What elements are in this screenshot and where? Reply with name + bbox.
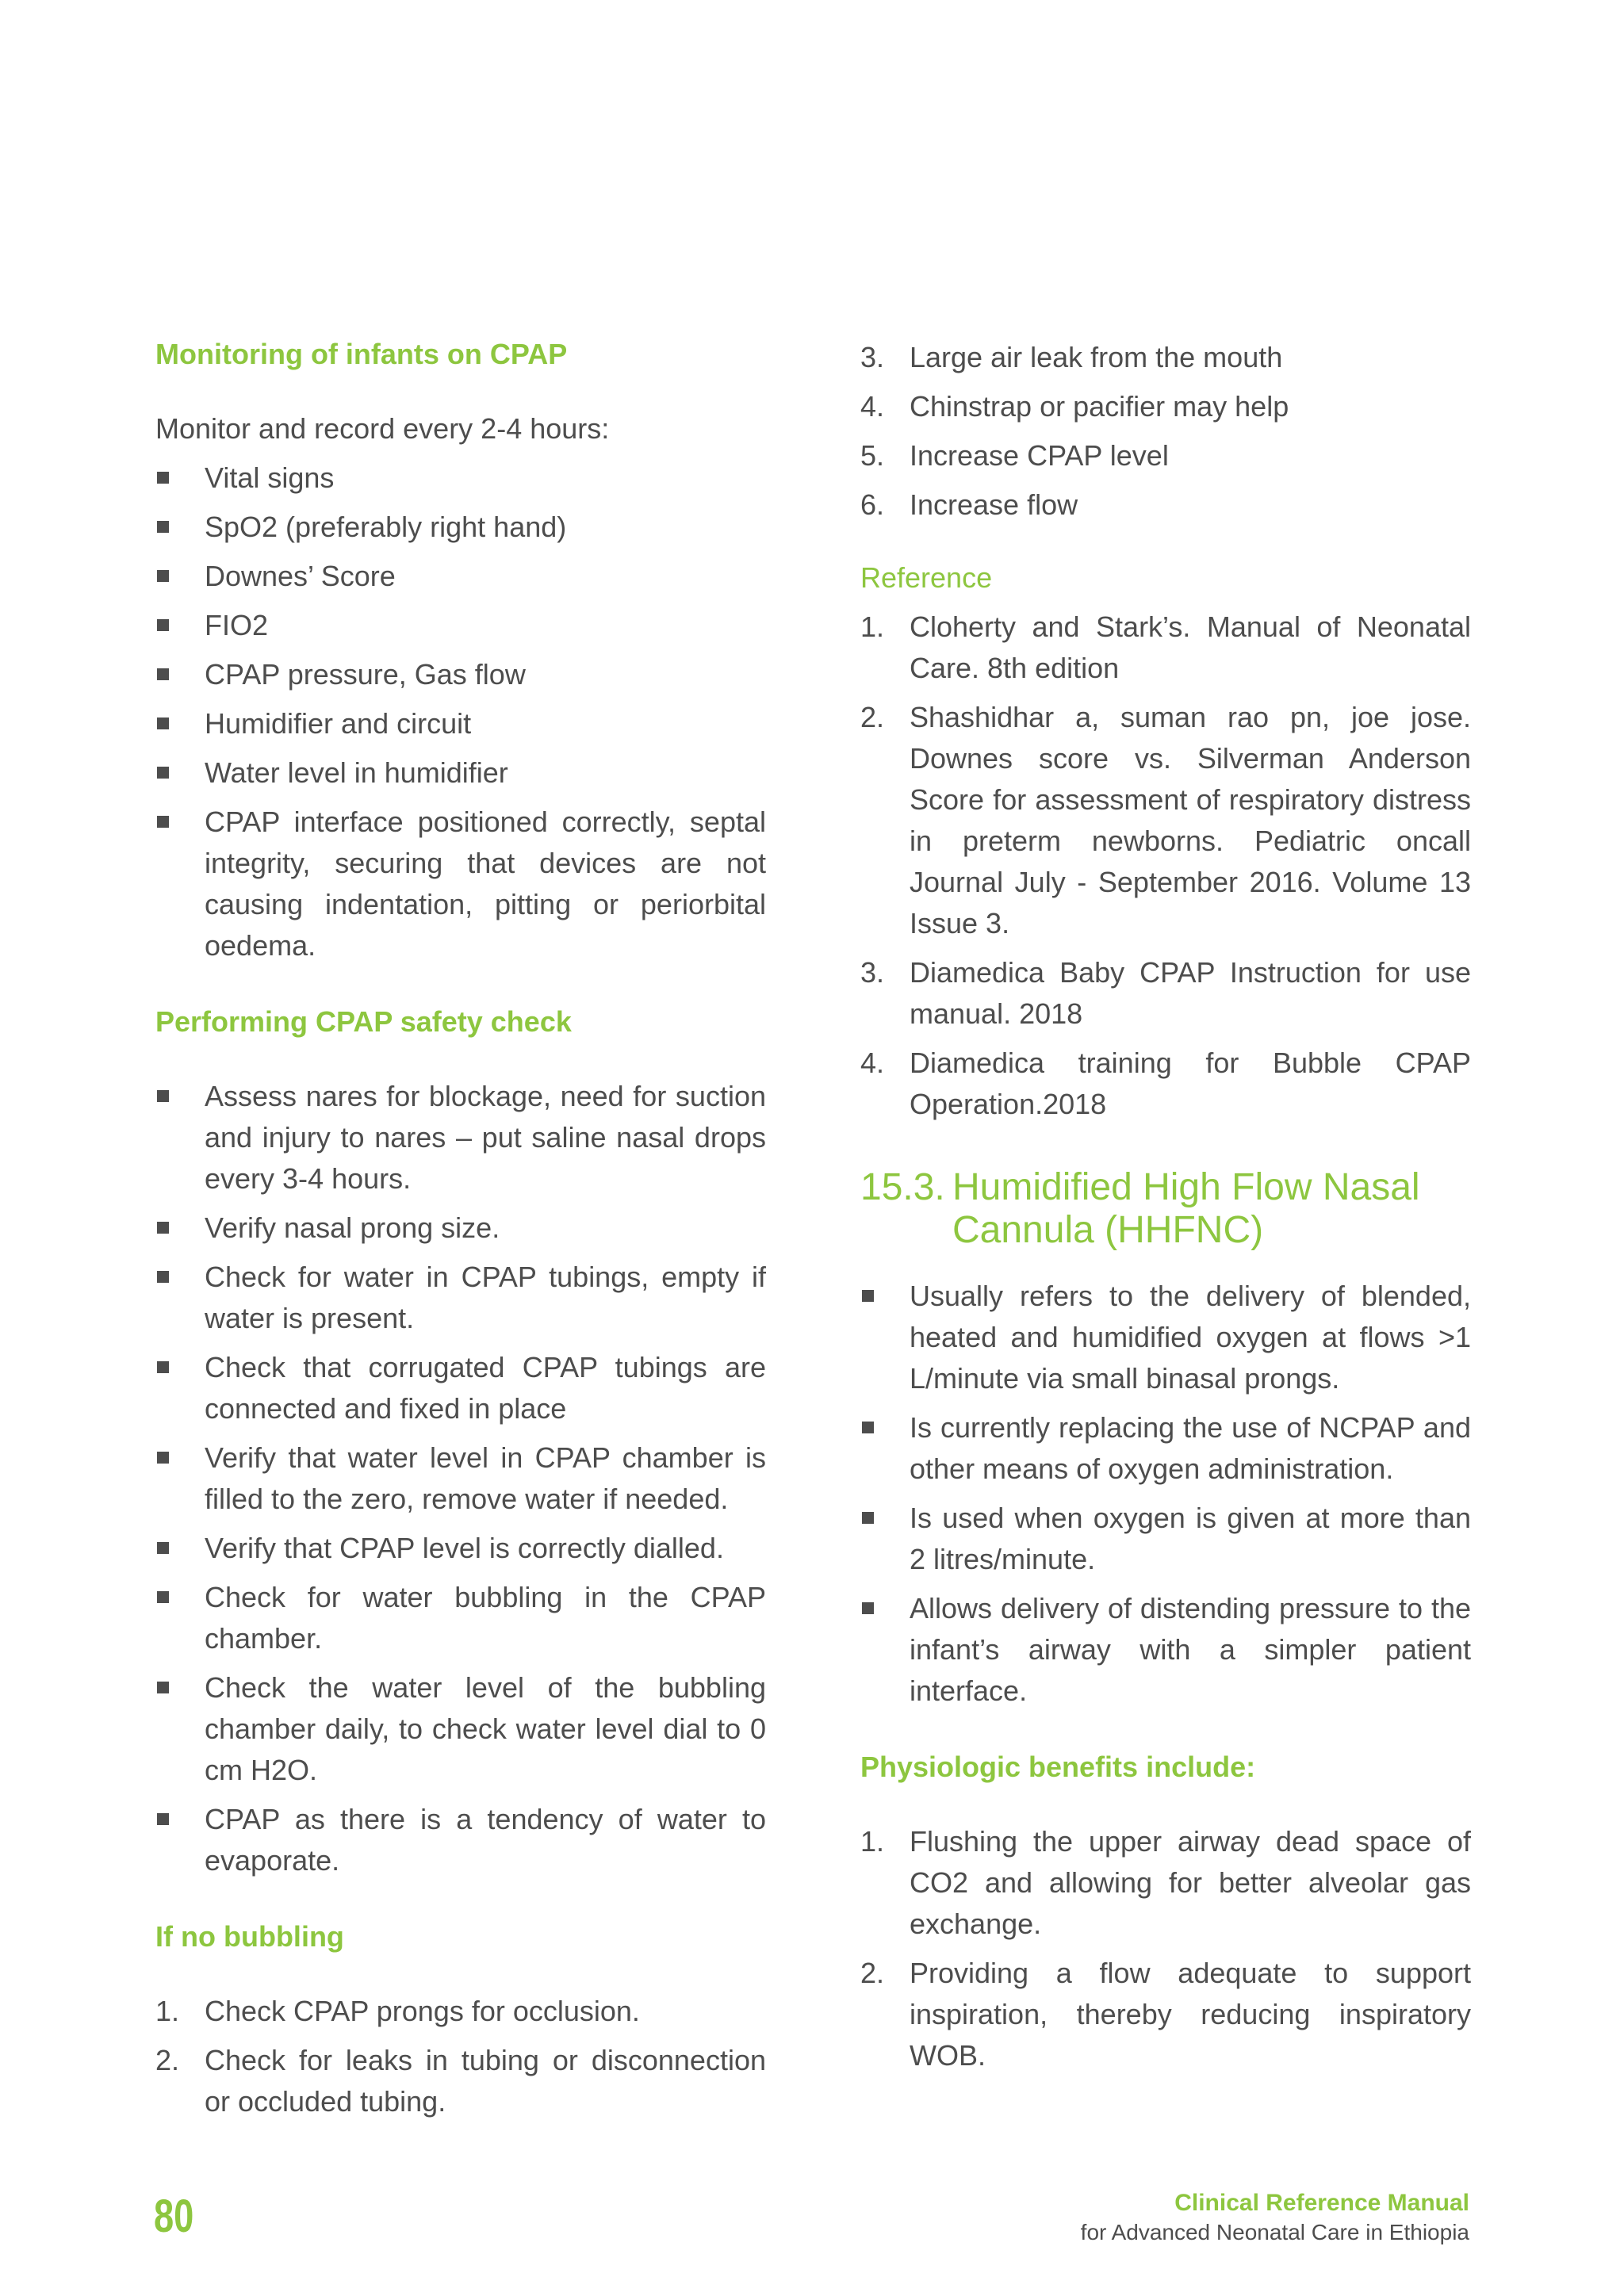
left-column xyxy=(155,337,766,2130)
square-bullet-icon xyxy=(157,668,169,680)
list-item: CPAP interface positioned correctly, septal integrity, securing that devices are not causing indentation, pitting or periorbital oedema. xyxy=(155,802,766,966)
page-number: 80 xyxy=(154,2191,194,2242)
list-item: Water level in humidifier xyxy=(155,752,766,794)
list-item: 1. Flushing the upper airway dead space of CO2 and allowing for better alveolar gas exchange. xyxy=(860,1821,1471,1945)
section-heading xyxy=(860,1166,1471,1252)
square-bullet-icon xyxy=(862,1512,874,1524)
square-bullet-icon xyxy=(157,619,169,631)
list-item: 1. Check CPAP prongs for occlusion. xyxy=(155,1991,766,2032)
list-item: Verify that water level in CPAP chamber is filled to the zero, remove water if needed. xyxy=(155,1437,766,1520)
list-item: Verify nasal prong size. xyxy=(155,1207,766,1249)
square-bullet-icon xyxy=(157,521,169,533)
square-bullet-icon xyxy=(157,1361,169,1373)
square-bullet-icon xyxy=(157,472,169,484)
list-item: Verify that CPAP level is correctly dialled. xyxy=(155,1528,766,1569)
list-item: CPAP pressure, Gas flow xyxy=(155,654,766,695)
no-bubbling-list xyxy=(155,1991,766,2122)
square-bullet-icon xyxy=(157,1682,169,1693)
list-item: 1. Cloherty and Stark’s. Manual of Neonatal Care. 8th edition xyxy=(860,607,1471,689)
list-item: Usually refers to the delivery of blended, heated and humidified oxygen at flows >1 L/minute via small binasal prongs. xyxy=(860,1276,1471,1399)
safety-check-list xyxy=(155,1076,766,1881)
list-item: Allows delivery of distending pressure to the infant’s airway with a simpler patient interface. xyxy=(860,1588,1471,1712)
square-bullet-icon xyxy=(157,767,169,779)
list-number: 5. xyxy=(860,439,885,472)
square-bullet-icon xyxy=(157,816,169,828)
list-item: Assess nares for blockage, need for suction and injury to nares – put saline nasal drops every 3-4 hours. xyxy=(155,1076,766,1200)
list-item: 6. Increase flow xyxy=(860,484,1471,526)
square-bullet-icon xyxy=(862,1290,874,1302)
square-bullet-icon xyxy=(862,1422,874,1433)
list-item: 5. Increase CPAP level xyxy=(860,435,1471,476)
section-title: Humidified High Flow Nasal Cannula (HHFNC) xyxy=(952,1166,1420,1251)
footer-subtitle: for Advanced Neonatal Care in Ethiopia xyxy=(1080,2220,1469,2244)
section-number: 15.3. xyxy=(860,1166,945,1208)
square-bullet-icon xyxy=(157,1542,169,1554)
list-item: Downes’ Score xyxy=(155,556,766,597)
list-number: 6. xyxy=(860,488,885,521)
continued-list xyxy=(860,337,1471,526)
square-bullet-icon xyxy=(157,718,169,729)
list-number: 2. xyxy=(860,1957,885,1989)
list-item: Humidifier and circuit xyxy=(155,703,766,744)
square-bullet-icon xyxy=(157,1271,169,1283)
benefits-list xyxy=(860,1821,1471,2076)
list-number: 3. xyxy=(860,956,885,989)
footer-title: Clinical Reference Manual xyxy=(1174,2190,1469,2216)
list-item: 4. Chinstrap or pacifier may help xyxy=(860,386,1471,427)
safety-check-heading: Performing CPAP safety check xyxy=(155,1005,572,1038)
list-number: 4. xyxy=(860,390,885,423)
list-item: Is currently replacing the use of NCPAP and other means of oxygen administration. xyxy=(860,1407,1471,1490)
list-number: 2. xyxy=(860,701,885,733)
monitoring-intro: Monitor and record every 2-4 hours: xyxy=(155,412,610,445)
square-bullet-icon xyxy=(157,1813,169,1825)
list-number: 1. xyxy=(860,610,885,643)
monitoring-list xyxy=(155,457,766,966)
list-item: 3. Large air leak from the mouth xyxy=(860,337,1471,378)
list-item: 4. Diamedica training for Bubble CPAP Operation.2018 xyxy=(860,1043,1471,1125)
list-number: 2. xyxy=(155,2044,180,2076)
list-item: 2. Providing a flow adequate to support inspiration, thereby reducing inspiratory WOB. xyxy=(860,1953,1471,2076)
list-number: 3. xyxy=(860,341,885,373)
list-item: Vital signs xyxy=(155,457,766,499)
list-item: Is used when oxygen is given at more than 2 litres/minute. xyxy=(860,1498,1471,1580)
list-item: CPAP as there is a tendency of water to evaporate. xyxy=(155,1799,766,1881)
square-bullet-icon xyxy=(157,1591,169,1603)
monitoring-heading: Monitoring of infants on CPAP xyxy=(155,338,568,370)
list-number: 4. xyxy=(860,1047,885,1079)
list-item: Check for water bubbling in the CPAP chamber. xyxy=(155,1577,766,1659)
right-column xyxy=(860,337,1471,2084)
list-item: Check for water in CPAP tubings, empty if water is present. xyxy=(155,1257,766,1339)
list-item: 3. Diamedica Baby CPAP Instruction for use manual. 2018 xyxy=(860,952,1471,1035)
list-item: SpO2 (preferably right hand) xyxy=(155,507,766,548)
list-item: 2. Check for leaks in tubing or disconnection or occluded tubing. xyxy=(155,2040,766,2122)
hhfnc-list xyxy=(860,1276,1471,1712)
square-bullet-icon xyxy=(157,570,169,582)
reference-list xyxy=(860,607,1471,1125)
square-bullet-icon xyxy=(157,1222,169,1234)
square-bullet-icon xyxy=(157,1452,169,1464)
list-number: 1. xyxy=(860,1825,885,1858)
square-bullet-icon xyxy=(157,1090,169,1102)
footer-title-block xyxy=(1081,2188,1469,2247)
benefits-heading: Physiologic benefits include: xyxy=(860,1751,1256,1783)
list-number: 1. xyxy=(155,1995,180,2027)
list-item: 2. Shashidhar a, suman rao pn, joe jose. Downes score vs. Silverman Anderson Score for assessment of respiratory distress in preterm newborns. Pediatric oncall Journal July - September 2016. Volume 13 Issue 3. xyxy=(860,697,1471,944)
list-item: Check the water level of the bubbling chamber daily, to check water level dial to 0 cm H2O. xyxy=(155,1667,766,1791)
list-item: Check that corrugated CPAP tubings are connected and fixed in place xyxy=(155,1347,766,1429)
reference-heading: Reference xyxy=(860,561,993,594)
list-item: FIO2 xyxy=(155,605,766,646)
square-bullet-icon xyxy=(862,1602,874,1614)
no-bubbling-heading: If no bubbling xyxy=(155,1920,344,1953)
